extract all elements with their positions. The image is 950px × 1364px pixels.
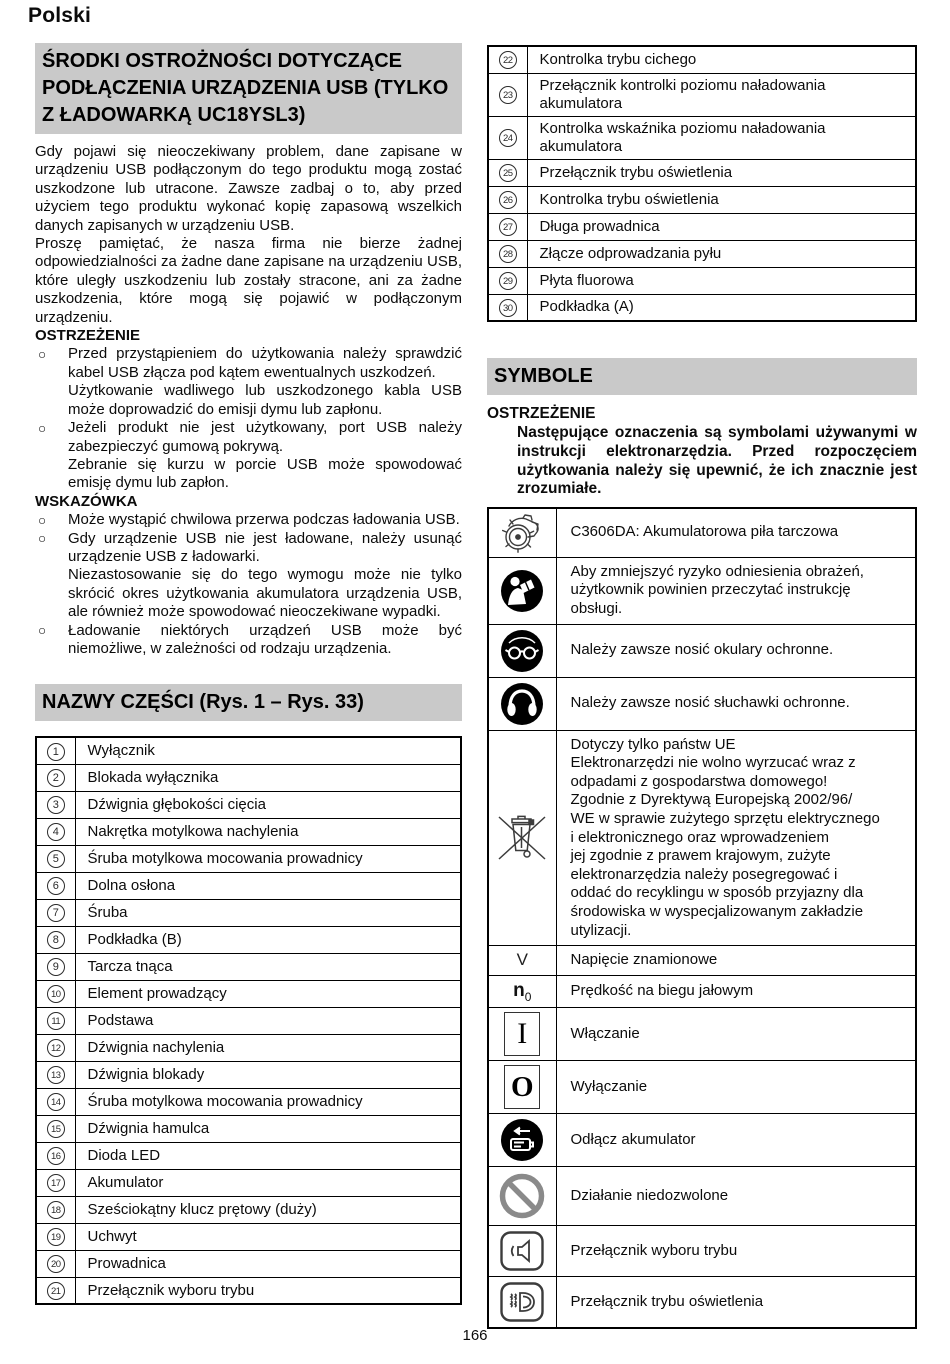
part-name-cell: Dźwignia blokady (75, 1061, 461, 1088)
part-number-cell (488, 159, 527, 186)
circled-number: 19 (47, 1228, 65, 1246)
usb-section-title: ŚRODKI OSTROŻNOŚCI DOTYCZĄCE PODŁĄCZENIA URZĄDZENIA USB (TYLKO Z ŁADOWARKĄ UC18YSL3) (35, 43, 462, 134)
part-number-cell (36, 1088, 75, 1115)
bullet-paragraph: Może wystąpić chwilowa przerwa podczas ładowania USB. (68, 511, 460, 529)
parts-table-row (488, 267, 916, 294)
part-name-cell: Przełącznik kontrolki poziomu naładowania akumulatora (527, 73, 916, 116)
symbol-row (488, 1226, 916, 1277)
prohibited-icon (491, 1171, 554, 1221)
circled-number: 22 (499, 51, 517, 69)
part-number-cell (36, 737, 75, 764)
part-number-cell (36, 1142, 75, 1169)
part-name-cell: Uchwyt (75, 1223, 461, 1250)
bullet-marker-icon: ○ (38, 512, 47, 528)
parts-table-row (36, 926, 461, 953)
part-number-cell (36, 845, 75, 872)
symbols-section-title: SYMBOLE (487, 358, 917, 395)
bullet-item (35, 345, 462, 419)
parts-table-row (36, 845, 461, 872)
right-column (487, 45, 917, 1329)
weee-bin-icon (491, 811, 554, 865)
bullet-paragraph: Jeżeli produkt nie jest użytkowany, port USB należy zabezpieczyć gumową pokrywą. (68, 419, 462, 455)
part-name-cell: Śruba (75, 899, 461, 926)
circled-number: 13 (47, 1066, 65, 1084)
part-name-cell: Kontrolka wskaźnika poziomu naładowania akumulatora (527, 116, 916, 159)
usb-intro-paragraphs (35, 143, 462, 327)
parts-table-row (36, 1115, 461, 1142)
part-name-cell: Akumulator (75, 1169, 461, 1196)
part-number-cell (36, 1007, 75, 1034)
part-name-cell: Element prowadzący (75, 980, 461, 1007)
circled-number: 14 (47, 1093, 65, 1111)
symbol-description: Prędkość na biegu jałowym (556, 975, 916, 1008)
part-name-cell: Dioda LED (75, 1142, 461, 1169)
parts-table-row (36, 818, 461, 845)
symbol-row (488, 1008, 916, 1061)
part-name-cell: Sześciokątny klucz prętowy (duży) (75, 1196, 461, 1223)
symbol-description: Włączanie (556, 1008, 916, 1061)
part-name-cell: Złącze odprowadzania pyłu (527, 240, 916, 267)
symbol-row (488, 1167, 916, 1226)
circled-number: 21 (47, 1282, 65, 1300)
symbol-cell (488, 1061, 556, 1114)
part-name-cell: Wyłącznik (75, 737, 461, 764)
parts-table-row (36, 1088, 461, 1115)
symbol-cell (488, 1114, 556, 1167)
bullet-marker-icon: ○ (38, 420, 47, 436)
symbol-cell (488, 624, 556, 677)
symbol-description: Działanie niedozwolone (556, 1167, 916, 1226)
part-name-cell: Prowadnica (75, 1250, 461, 1277)
symbol-description: Wyłączanie (556, 1061, 916, 1114)
part-number-cell (488, 213, 527, 240)
language-header: Polski (28, 4, 92, 27)
bullet-item (35, 530, 462, 622)
circled-number: 3 (47, 796, 65, 814)
parts-table-row (36, 1169, 461, 1196)
symbol-row (488, 1277, 916, 1329)
bullet-marker-icon: ○ (38, 623, 47, 639)
no-load-speed-symbol: $n_0$ (513, 979, 532, 1004)
part-name-cell: Przełącznik trybu oświetlenia (527, 159, 916, 186)
mode-selector-icon (491, 1230, 554, 1272)
symbol-description: Należy zawsze nosić okulary ochronne. (556, 624, 916, 677)
part-name-cell: Dźwignia głębokości cięcia (75, 791, 461, 818)
parts-table-row (488, 213, 916, 240)
circled-number: 10 (47, 985, 65, 1003)
circled-number: 1 (47, 743, 65, 761)
part-name-cell: Blokada wyłącznika (75, 764, 461, 791)
parts-table-row (488, 46, 916, 73)
bullet-paragraph: Zebranie się kurzu w porcie USB może spowodować emisję dymu lub zapłon. (68, 455, 462, 492)
part-name-cell: Podstawa (75, 1007, 461, 1034)
part-number-cell (36, 953, 75, 980)
parts-table-row (488, 186, 916, 213)
parts-table-row (36, 1034, 461, 1061)
light-mode-icon (491, 1281, 554, 1323)
ear-protection-icon (491, 682, 554, 726)
part-name-cell: Śruba motylkowa mocowania prowadnicy (75, 1088, 461, 1115)
circled-number: 6 (47, 877, 65, 895)
voltage-symbol: V (516, 950, 528, 970)
part-number-cell (36, 926, 75, 953)
part-number-cell (488, 186, 527, 213)
bullet-paragraph: Przed przystąpieniem do użytkowania należy sprawdzić kabel USB złącza pod kątem ewentualnych uszkodzeń. (68, 345, 462, 381)
symbol-description: Odłącz akumulator (556, 1114, 916, 1167)
circled-number: 4 (47, 823, 65, 841)
symbol-description: C3606DA: Akumulatorowa piła tarczowa (556, 508, 916, 558)
bullet-paragraph: Użytkowanie wadliwego lub uszkodzonego kabla USB może doprowadzić do emisji dymu lub zapłonu. (68, 382, 462, 418)
circled-number: 7 (47, 904, 65, 922)
circled-number: 9 (47, 958, 65, 976)
parts-table-row (36, 764, 461, 791)
circled-number: 20 (47, 1255, 65, 1273)
parts-table-row (36, 1277, 461, 1304)
part-name-cell: Podkładka (A) (527, 294, 916, 321)
parts-section-title: NAZWY CZĘŚCI (Rys. 1 – Rys. 33) (35, 684, 462, 721)
usb-paragraph: Gdy pojawi się nieoczekiwany problem, dane zapisane w urządzeniu USB podłączonym do tego produktu mogą zostać uszkodzone lub utracone. Zawsze zadbaj o to, aby przed użyciem tego produktu wykonać kopię zapasową wszelkich danych zapisanych w urządzeniu USB. (35, 143, 462, 234)
symbol-row (488, 677, 916, 730)
symbol-cell (488, 946, 556, 976)
parts-table-row (36, 1061, 461, 1088)
usb-warning-list (35, 345, 462, 492)
circled-number: 29 (499, 272, 517, 290)
circled-number: 27 (499, 218, 517, 236)
symbol-row (488, 1061, 916, 1114)
part-number-cell (36, 872, 75, 899)
power-on-symbol: I (504, 1012, 540, 1056)
symbol-description: Przełącznik wyboru trybu (556, 1226, 916, 1277)
circled-number: 12 (47, 1039, 65, 1057)
parts-table-row (488, 116, 916, 159)
part-name-cell: Długa prowadnica (527, 213, 916, 240)
circled-number: 18 (47, 1201, 65, 1219)
circled-number: 28 (499, 245, 517, 263)
circled-number: 2 (47, 769, 65, 787)
part-number-cell (36, 764, 75, 791)
symbol-cell (488, 1008, 556, 1061)
circled-number: 26 (499, 191, 517, 209)
part-name-cell: Przełącznik wyboru trybu (75, 1277, 461, 1304)
symbol-cell (488, 1277, 556, 1329)
symbol-row (488, 946, 916, 976)
symbol-row (488, 557, 916, 624)
symbol-cell (488, 508, 556, 558)
parts-table-row (488, 294, 916, 321)
left-column (35, 43, 462, 1305)
part-number-cell (36, 1250, 75, 1277)
symbols-warning-text: Następujące oznaczenia są symbolami używanymi w instrukcji elektronarzędzia. Przed rozpoczęciem użytkowania należy się upewnić, że ich znacznie jest zrozumiałe. (517, 424, 917, 498)
parts-table-22-30 (487, 45, 917, 322)
parts-table-row (36, 737, 461, 764)
part-name-cell: Śruba motylkowa mocowania prowadnicy (75, 845, 461, 872)
symbol-cell (488, 975, 556, 1008)
bullet-paragraph: Ładowanie niektórych urządzeń USB może być niemożliwe, w zależności od rodzaju urządzenia. (68, 621, 462, 657)
part-number-cell (36, 1196, 75, 1223)
parts-table-row (488, 73, 916, 116)
circled-number: 5 (47, 850, 65, 868)
part-name-cell: Kontrolka trybu cichego (527, 46, 916, 73)
circular-saw-icon (491, 513, 554, 553)
circled-number: 30 (499, 299, 517, 317)
usb-paragraph: Proszę pamiętać, że nasza firma nie bierze żadnej odpowiedzialności za żadne dane zapisane na urządzeniu USB, które uległy uszkodzeniu lub zostały stracone, ani za żadne uszkodzenia, które mogą się pojawić w podłączonym urządzeniu. (35, 235, 462, 326)
safety-glasses-icon (491, 629, 554, 673)
part-number-cell (36, 1223, 75, 1250)
symbol-description: Należy zawsze nosić słuchawki ochronne. (556, 677, 916, 730)
symbol-row (488, 624, 916, 677)
part-number-cell (488, 46, 527, 73)
symbols-table (487, 507, 917, 1330)
usb-note-list (35, 511, 462, 658)
bullet-marker-icon: ○ (38, 346, 47, 362)
part-name-cell: Podkładka (B) (75, 926, 461, 953)
bullet-paragraph: Gdy urządzenie USB nie jest ładowane, należy usunąć urządzenie USB z ładowarki. (68, 529, 462, 565)
part-name-cell: Kontrolka trybu oświetlenia (527, 186, 916, 213)
symbol-row (488, 975, 916, 1008)
bullet-paragraph: Niezastosowanie się do tego wymogu może nie tylko skrócić okres użytkowania akumulatora urządzenia USB, ale również może spowodować nieoczekiwane wypadki. (68, 566, 462, 621)
part-number-cell (488, 294, 527, 321)
circled-number: 15 (47, 1120, 65, 1138)
circled-number: 23 (499, 86, 517, 104)
part-number-cell (36, 980, 75, 1007)
symbol-row (488, 1114, 916, 1167)
bullet-item (35, 511, 462, 529)
symbol-description: Przełącznik trybu oświetlenia (556, 1277, 916, 1329)
part-name-cell: Dźwignia hamulca (75, 1115, 461, 1142)
symbol-description: Napięcie znamionowe (556, 946, 916, 976)
read-manual-icon (491, 569, 554, 613)
circled-number: 8 (47, 931, 65, 949)
disconnect-battery-icon (491, 1118, 554, 1162)
symbol-cell (488, 1167, 556, 1226)
symbol-cell (488, 677, 556, 730)
part-number-cell (36, 1169, 75, 1196)
parts-table-row (36, 953, 461, 980)
part-number-cell (488, 73, 527, 116)
symbols-warning-label: OSTRZEŻENIE (487, 405, 596, 422)
usb-warning-label: OSTRZEŻENIE (35, 327, 141, 345)
part-number-cell (36, 1034, 75, 1061)
part-name-cell: Dźwignia nachylenia (75, 1034, 461, 1061)
page-number: 166 (462, 1327, 488, 1344)
bullet-item (35, 419, 462, 493)
parts-table-row (36, 1007, 461, 1034)
part-number-cell (488, 116, 527, 159)
parts-table-row (36, 1250, 461, 1277)
circled-number: 25 (499, 164, 517, 182)
part-name-cell: Płyta fluorowa (527, 267, 916, 294)
bullet-marker-icon: ○ (38, 531, 47, 547)
parts-table-row (36, 1142, 461, 1169)
part-number-cell (488, 240, 527, 267)
part-name-cell: Nakrętka motylkowa nachylenia (75, 818, 461, 845)
power-off-symbol: O (504, 1065, 540, 1109)
symbol-cell (488, 557, 556, 624)
parts-table-row (488, 240, 916, 267)
parts-table-row (36, 980, 461, 1007)
parts-table-1-21 (35, 736, 462, 1305)
parts-table-row (36, 1223, 461, 1250)
bullet-item (35, 622, 462, 659)
symbol-row (488, 508, 916, 558)
part-number-cell (36, 1115, 75, 1142)
circled-number: 16 (47, 1147, 65, 1165)
circled-number: 24 (499, 129, 517, 147)
parts-table-row (36, 872, 461, 899)
part-number-cell (36, 818, 75, 845)
parts-table-row (36, 899, 461, 926)
parts-table-row (488, 159, 916, 186)
parts-table-row (36, 791, 461, 818)
symbol-cell (488, 730, 556, 946)
part-number-cell (488, 267, 527, 294)
circled-number: 17 (47, 1174, 65, 1192)
usb-note-label: WSKAZÓWKA (35, 492, 138, 510)
symbol-cell (488, 1226, 556, 1277)
part-number-cell (36, 791, 75, 818)
symbol-row (488, 730, 916, 946)
symbol-description: Dotyczy tylko państw UE Elektronarzędzi nie wolno wyrzucać wraz z odpadami z gospodarstwa domowego! Zgodnie z Dyrektywą Europejską 2002/96/ WE w sprawie zużytego sprzętu elektrycznego i elektronicznego oraz wprowadzeniem jej zgodnie z prawem krajowym, zużyte elektronarzędzia należy posegregować i oddać do recyklingu w sposób przyjazny dla środowiska w wyspecjalizowanym zakładzie utylizacji. (556, 730, 916, 946)
part-number-cell (36, 899, 75, 926)
part-number-cell (36, 1061, 75, 1088)
parts-table-row (36, 1196, 461, 1223)
circled-number: 11 (47, 1012, 65, 1030)
symbol-description: Aby zmniejszyć ryzyko odniesienia obrażeń, użytkownik powinien przeczytać instrukcję obsługi. (556, 557, 916, 624)
part-name-cell: Dolna osłona (75, 872, 461, 899)
part-name-cell: Tarcza tnąca (75, 953, 461, 980)
part-number-cell (36, 1277, 75, 1304)
